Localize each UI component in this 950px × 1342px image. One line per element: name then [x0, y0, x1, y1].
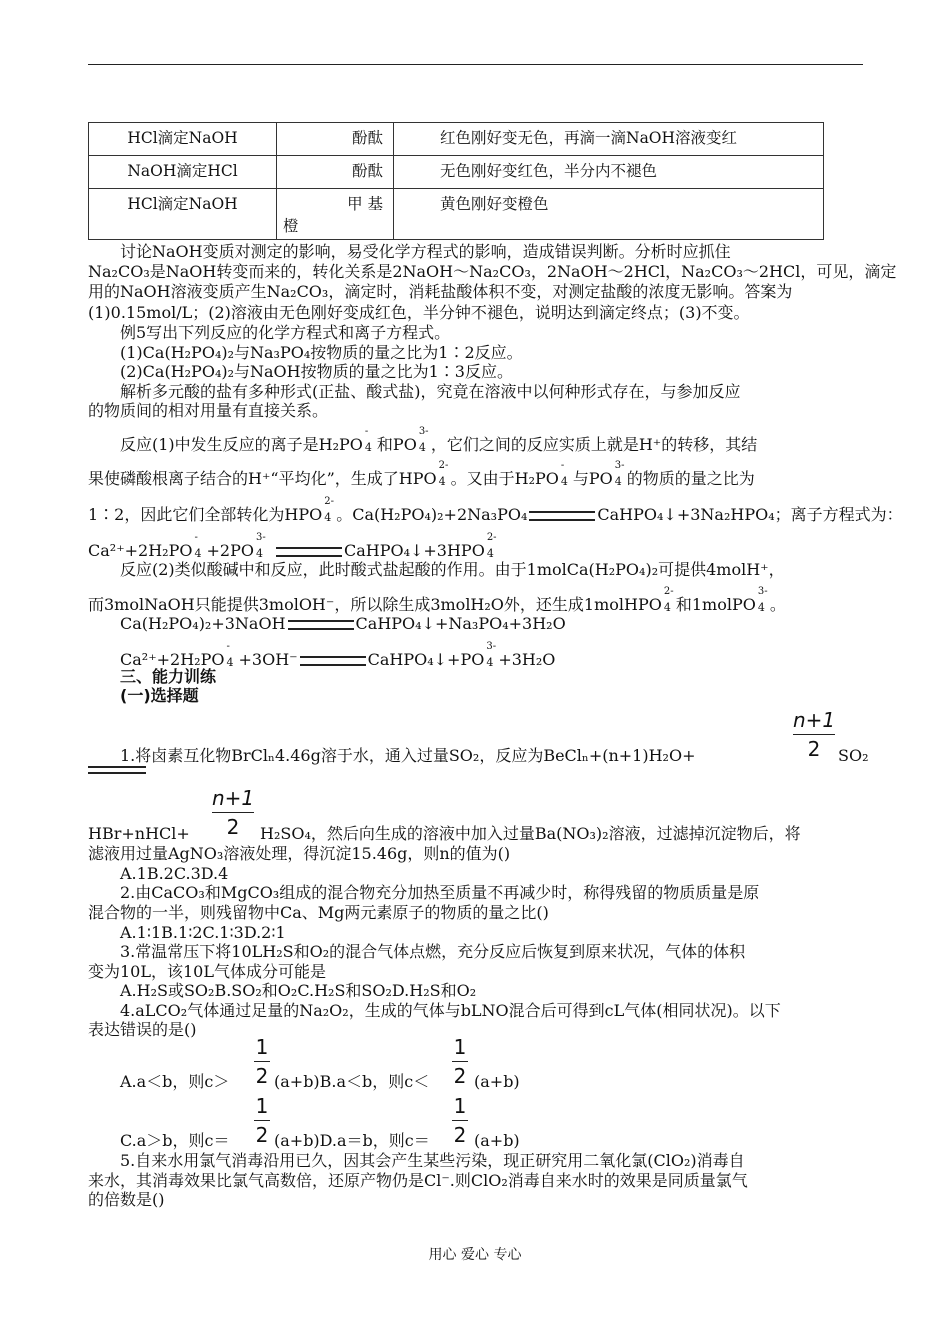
answer-options: A.H₂S或SO₂B.SO₂和O₂C.H₂S和SO₂D.H₂S和O₂ [120, 981, 477, 1000]
text-line: 解析多元酸的盐有多种形式(正盐、酸式盐)，究竟在溶液中以何种形式存在，与参加反应 [120, 382, 741, 401]
example-question: (2)Ca(H₂PO₄)₂与NaOH按物质的量之比为1∶3反应。 [120, 362, 513, 381]
fraction-n-plus-1-over-2: n+1 2 [793, 708, 836, 761]
endpoint-cell: 无色刚好变红色，半分内不褪色 [394, 156, 824, 189]
text-line: 4.aLCO₂气体通过足量的Na₂O₂，生成的气体与bLNO混合后可得到cL气体(相同状况)。以下 [120, 1001, 781, 1020]
fraction-one-half: 1 2 [255, 1035, 269, 1088]
text-line: HBr+nHCl+ [88, 824, 190, 843]
titration-cell: HCl滴定NaOH [89, 189, 277, 240]
ionic-equation: Ca²⁺+2H₂PO - 4 +3OH⁻ CaHPO₄↓+PO 3- 4 +3H₂O [120, 641, 556, 669]
text-line: 反应(2)类似酸碱中和反应，此时酸式盐起酸的作用。由于1molCa(H₂PO₄)₂可提供4molH⁺， [120, 560, 785, 579]
titration-cell: HCl滴定NaOH [89, 123, 277, 156]
indicator-line1: 甲 基 [347, 195, 383, 213]
text-line: 的倍数是() [88, 1190, 165, 1209]
example-question: (1)Ca(H₂PO₄)₂与Na₃PO₄按物质的量之比为1∶2反应。 [120, 343, 523, 362]
table-row [89, 156, 824, 189]
ionic-equation: Ca²⁺+2H₂PO - 4 +2PO 3- 4 CaHPO₄↓+3HPO 2- 4 [88, 532, 497, 560]
fraction-one-half: 1 2 [255, 1094, 269, 1147]
table-row [89, 123, 824, 156]
endpoint-cell: 黄色刚好变橙色 [394, 189, 824, 240]
header-rule [88, 64, 863, 65]
fraction-n-plus-1-over-2: n+1 2 [212, 786, 255, 839]
answer-options: A.1B.2C.3D.4 [120, 864, 229, 883]
indicator-line2: 橙 [283, 217, 299, 235]
text-line: 1.将卤素互化物BrClₙ4.46g溶于水，通入过量SO₂，反应为BeClₙ+(n+1)H₂O+ [120, 746, 696, 765]
indicator-cell [277, 189, 394, 240]
example-title: 例5写出下列反应的化学方程式和离子方程式。 [120, 323, 451, 342]
text-line: 用的NaOH溶液变质产生Na₂CO₃，滴定时，消耗盐酸体积不变，对测定盐酸的浓度无影响。答案为 [88, 282, 793, 301]
equals-sign [300, 656, 366, 666]
equals-sign [288, 620, 354, 630]
text-line: 滤液用过量AgNO₃溶液处理，得沉淀15.46g，则n的值为() [88, 844, 511, 863]
text-line: H₂SO₄，然后向生成的溶液中加入过量Ba(NO₃)₂溶液，过滤掉沉淀物后，将 [260, 824, 801, 843]
text-line: 表达错误的是() [88, 1020, 197, 1039]
equals-sign [276, 547, 342, 557]
text-line: 5.自来水用氯气消毒沿用已久，因其会产生某些污染，现正研究用二氧化氯(ClO₂)消毒自 [120, 1151, 745, 1170]
endpoint-cell: 红色刚好变无色，再滴一滴NaOH溶液变红 [394, 123, 824, 156]
fraction-one-half: 1 2 [453, 1035, 467, 1088]
text-line: (1)0.15mol/L；(2)溶液由无色刚好变成红色，半分钟不褪色，说明达到滴定终点；(3)不变。 [88, 303, 750, 322]
text-line: 反应(1)中发生反应的离子是H₂PO - 4 和PO 3- 4 ，它们之间的反应实质上就是H⁺的转移，其结 [120, 426, 758, 454]
fraction-one-half: 1 2 [453, 1094, 467, 1147]
text-line: 1∶2，因此它们全部转化为HPO 2- 4 。Ca(H₂PO₄)₂+2Na₃PO₄ CaHPO₄↓+3Na₂HPO₄；离子方程式为： [88, 496, 903, 524]
section-title: 三、能力训练 [120, 667, 217, 686]
equals-sign [529, 511, 595, 521]
chemical-equation: Ca(H₂PO₄)₂+3NaOH CaHPO₄↓+Na₃PO₄+3H₂O [120, 614, 566, 633]
text-line: 混合物的一半，则残留物中Ca、Mg两元素原子的物质的量之比() [88, 903, 549, 922]
answer-option: C.a＞b，则c＝ [120, 1131, 230, 1150]
text-line: 变为10L，该10L气体成分可能是 [88, 962, 326, 981]
equals-sign [88, 766, 146, 774]
answer-options: A.1∶1B.1∶2C.1∶3D.2∶1 [120, 923, 286, 942]
answer-option: A.a＜b，则c＞ [120, 1072, 230, 1091]
answer-option: (a+b)B.a＜b，则c＜ [274, 1072, 430, 1091]
text-line: 果使磷酸根离子结合的H⁺“平均化”，生成了HPO 2- 4 。又由于H₂PO - 4 与PO 3- 4 的物质的量之比为 [88, 460, 755, 488]
text-line: Na₂CO₃是NaOH转变而来的，转化关系是2NaOH～Na₂CO₃，2NaOH～2HCl，Na₂CO₃～2HCl，可见，滴定 [88, 262, 897, 281]
text-line: 来水，其消毒效果比氯气高数倍，还原产物仍是Cl⁻.则ClO₂消毒自来水时的效果是同质量氯气 [88, 1171, 748, 1190]
table-row [89, 189, 824, 240]
answer-option: (a+b)D.a＝b，则c＝ [274, 1131, 430, 1150]
text-line: 3.常温常压下将10LH₂S和O₂的混合气体点燃，充分反应后恢复到原来状况，气体的体积 [120, 942, 746, 961]
text-line: 的物质间的相对用量有直接关系。 [88, 401, 329, 420]
indicator-cell: 酚酞 [277, 156, 394, 189]
answer-option: (a+b) [474, 1072, 520, 1091]
section-subtitle: (一)选择题 [120, 686, 199, 705]
text-line: 而3molNaOH只能提供3molOH⁻，所以除生成3molH₂O外，还生成1molHPO 2- 4 和1molPO 3- 4 。 [88, 586, 786, 614]
text-line: 2.由CaCO₃和MgCO₃组成的混合物充分加热至质量不再减少时，称得残留的物质质量是原 [120, 883, 760, 902]
indicator-cell: 酚酞 [277, 123, 394, 156]
text-line: SO₂ [838, 746, 869, 765]
answer-option: (a+b) [474, 1131, 520, 1150]
page-footer: 用心 爱心 专心 [428, 1247, 522, 1263]
titration-cell: NaOH滴定HCl [89, 156, 277, 189]
indicator-table [88, 122, 824, 240]
text-line: 讨论NaOH变质对测定的影响，易受化学方程式的影响，造成错误判断。分析时应抓住 [120, 242, 731, 261]
